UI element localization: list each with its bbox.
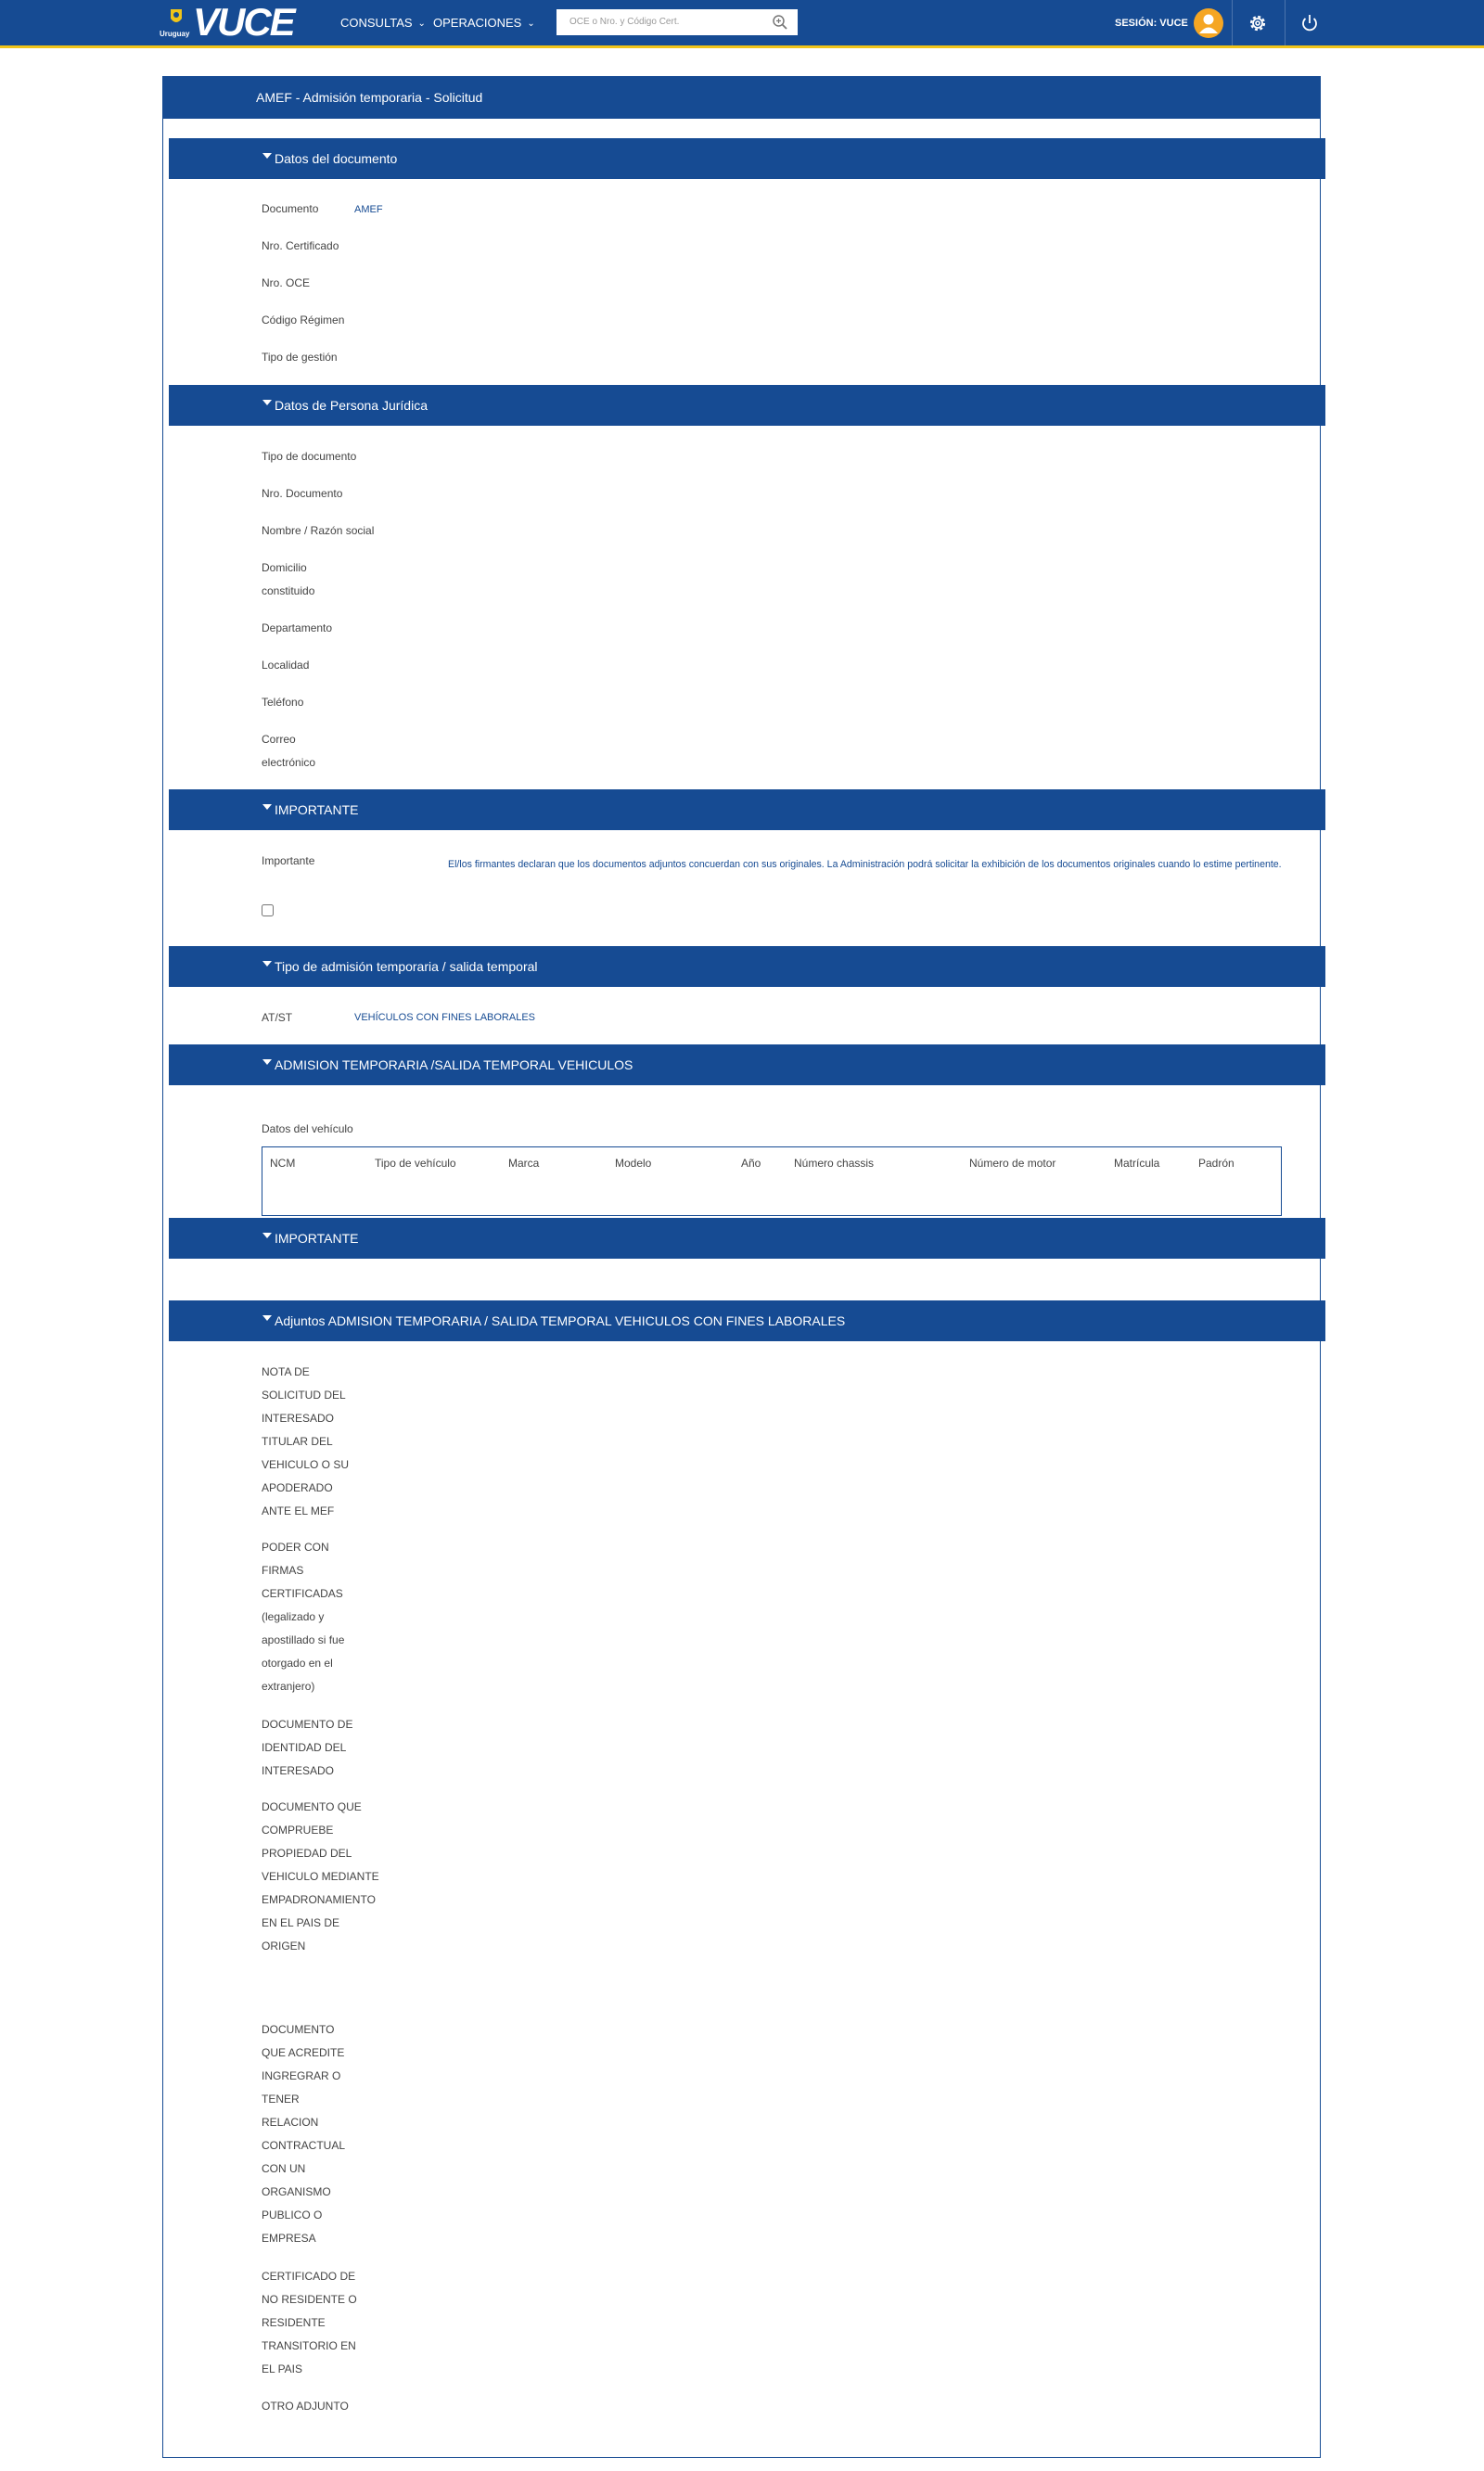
user-avatar-icon[interactable] bbox=[1194, 8, 1223, 38]
column-header: Modelo bbox=[615, 1157, 652, 1170]
column-header: NCM bbox=[270, 1157, 296, 1170]
vuce-logo[interactable] bbox=[160, 0, 294, 44]
attachment-item: CERTIFICADO DE NO RESIDENTE O RESIDENTE TRANSITORIO EN EL PAIS bbox=[262, 2270, 357, 2375]
localidad-label: Localidad bbox=[262, 659, 310, 672]
nombre-label: Nombre / Razón social bbox=[262, 524, 375, 537]
codigo-regimen-label: Código Régimen bbox=[262, 314, 345, 326]
column-header: Año bbox=[741, 1157, 761, 1170]
documento-value: AMEF bbox=[354, 204, 383, 215]
column-header: Padrón bbox=[1198, 1157, 1235, 1170]
menu-operaciones[interactable] bbox=[433, 16, 535, 30]
search-icon[interactable] bbox=[772, 14, 788, 31]
attachment-item: DOCUMENTO QUE COMPRUEBE PROPIEDAD DEL VEHICULO MEDIANTE EMPADRONAMIENTO EN EL PAIS DE ORIGEN bbox=[262, 1800, 379, 1952]
importante-label: Importante bbox=[262, 854, 315, 867]
column-header: Matrícula bbox=[1114, 1157, 1160, 1170]
user-silhouette-icon bbox=[1194, 8, 1223, 38]
section-title: Datos de Persona Jurídica bbox=[275, 398, 428, 413]
section-title: Adjuntos ADMISION TEMPORARIA / SALIDA TEMPORAL VEHICULOS CON FINES LABORALES bbox=[275, 1313, 846, 1328]
attachment-item: OTRO ADJUNTO bbox=[262, 2400, 349, 2413]
section-datos-documento[interactable] bbox=[169, 138, 1325, 179]
importante-text: El/los firmantes declaran que los documentos adjuntos concuerdan con sus originales. La Administración podrá solicitar la exhibición de los documentos originales cuando lo estime pertinente. bbox=[448, 859, 1282, 870]
collapse-triangle-icon bbox=[262, 153, 272, 159]
nro-certificado-label: Nro. Certificado bbox=[262, 239, 339, 252]
session-label: SESIÓN: VUCE bbox=[1115, 18, 1188, 29]
column-header: Número de motor bbox=[969, 1157, 1056, 1170]
divider bbox=[1232, 0, 1233, 45]
nro-oce-label: Nro. OCE bbox=[262, 276, 311, 289]
nro-documento-label: Nro. Documento bbox=[262, 487, 343, 500]
attachment-item: NOTA DE SOLICITUD DEL INTERESADO TITULAR DEL VEHICULO O SU APODERADO ANTE EL MEF bbox=[262, 1365, 350, 1517]
at-st-value: VEHÍCULOS CON FINES LABORALES bbox=[354, 1012, 535, 1023]
chevron-down-icon: ⌄ bbox=[417, 19, 426, 29]
chevron-down-icon: ⌄ bbox=[527, 19, 535, 29]
menu-consultas[interactable] bbox=[340, 16, 426, 30]
section-title: Tipo de admisión temporaria / salida temporal bbox=[275, 959, 538, 974]
collapse-triangle-icon bbox=[262, 804, 272, 810]
power-icon[interactable] bbox=[1298, 12, 1321, 34]
collapse-triangle-icon bbox=[262, 1233, 272, 1238]
section-title: IMPORTANTE bbox=[275, 802, 359, 817]
section-admision-vehiculos[interactable] bbox=[169, 1044, 1325, 1085]
menu-operaciones-label: OPERACIONES bbox=[433, 16, 522, 30]
search-input[interactable] bbox=[556, 9, 774, 33]
collapse-triangle-icon bbox=[262, 400, 272, 405]
section-adjuntos[interactable] bbox=[169, 1300, 1325, 1341]
logo-country: Uruguay bbox=[160, 30, 190, 38]
vehicle-table bbox=[262, 1146, 1282, 1216]
column-header: Número chassis bbox=[794, 1157, 875, 1170]
section-title: ADMISION TEMPORARIA /SALIDA TEMPORAL VEHICULOS bbox=[275, 1057, 633, 1072]
datos-vehiculo-label: Datos del vehículo bbox=[262, 1122, 353, 1135]
column-header: Marca bbox=[508, 1157, 540, 1170]
section-title: IMPORTANTE bbox=[275, 1231, 359, 1246]
domicilio-label: Domicilio constituido bbox=[262, 561, 315, 597]
collapse-triangle-icon bbox=[262, 1315, 272, 1321]
search-box bbox=[556, 9, 798, 35]
logo-brand: VUCE bbox=[193, 0, 294, 44]
telefono-label: Teléfono bbox=[262, 696, 304, 709]
page-header bbox=[162, 76, 1321, 119]
column-header: Tipo de vehículo bbox=[375, 1157, 456, 1170]
attachment-item: PODER CON FIRMAS CERTIFICADAS (legalizado y apostillado si fue otorgado en el extranjero) bbox=[262, 1541, 345, 1693]
section-importante-2[interactable] bbox=[169, 1218, 1325, 1259]
correo-label: Correo electrónico bbox=[262, 733, 316, 769]
attachment-item: DOCUMENTO DE IDENTIDAD DEL INTERESADO bbox=[262, 1718, 353, 1777]
gear-icon[interactable] bbox=[1247, 12, 1269, 34]
section-persona-juridica[interactable] bbox=[169, 385, 1325, 426]
section-tipo-admision[interactable] bbox=[169, 946, 1325, 987]
tipo-documento-label: Tipo de documento bbox=[262, 450, 357, 463]
page-title: AMEF - Admisión temporaria - Solicitud bbox=[256, 90, 483, 105]
uruguay-seal-icon bbox=[169, 7, 184, 28]
departamento-label: Departamento bbox=[262, 621, 333, 634]
at-st-label: AT/ST bbox=[262, 1011, 293, 1024]
collapse-triangle-icon bbox=[262, 1059, 272, 1065]
attachment-item: DOCUMENTO QUE ACREDITE INGREGRAR O TENER RELACION CONTRACTUAL CON UN ORGANISMO PUBLICO O EMPRESA bbox=[262, 2023, 345, 2245]
section-importante[interactable] bbox=[169, 789, 1325, 830]
importante-checkbox[interactable] bbox=[262, 904, 274, 916]
section-title: Datos del documento bbox=[275, 151, 398, 166]
divider bbox=[1285, 0, 1286, 45]
tipo-gestion-label: Tipo de gestión bbox=[262, 351, 338, 364]
collapse-triangle-icon bbox=[262, 961, 272, 967]
documento-label: Documento bbox=[262, 202, 319, 215]
top-navigation-bar bbox=[0, 0, 1484, 48]
menu-consultas-label: CONSULTAS bbox=[340, 16, 413, 30]
